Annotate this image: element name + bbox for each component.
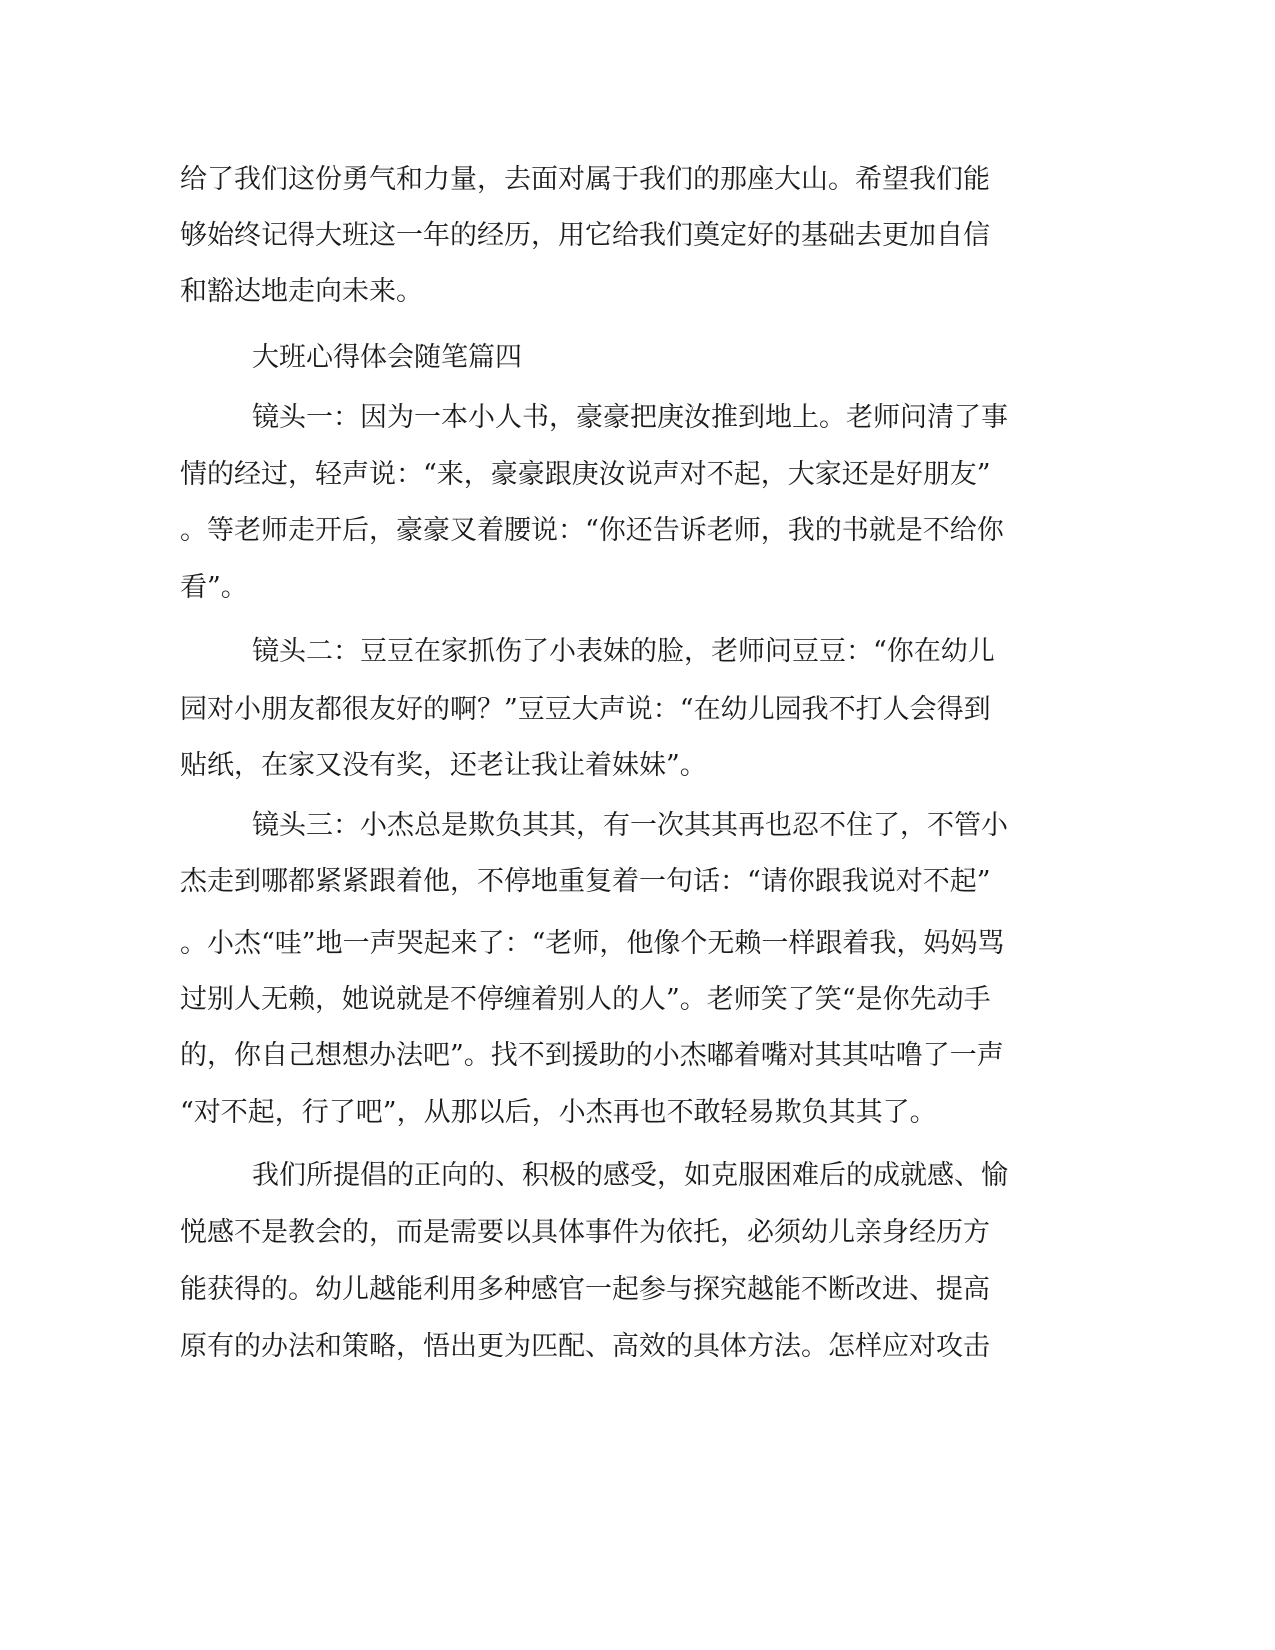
text-line: 镜头一：因为一本小人书，豪豪把庚汝推到地上。老师问清了事 bbox=[252, 402, 1008, 433]
text-line: 情的经过，轻声说：“来，豪豪跟庚汝说声对不起，大家还是好朋友” bbox=[180, 459, 991, 490]
text-line: 镜头三：小杰总是欺负其其，有一次其其再也忍不住了，不管小 bbox=[252, 810, 1008, 841]
text-line: 给了我们这份勇气和力量，去面对属于我们的那座大山。希望我们能 bbox=[180, 164, 990, 195]
text-line: 和豁达地走向未来。 bbox=[180, 276, 423, 307]
text-line: 能获得的。幼儿越能利用多种感官一起参与探究越能不断改进、提高 bbox=[180, 1274, 990, 1305]
text-line: 原有的办法和策略，悟出更为匹配、高效的具体方法。怎样应对攻击 bbox=[180, 1331, 990, 1362]
text-line: 。等老师走开后，豪豪叉着腰说：“你还告诉老师，我的书就是不给你 bbox=[180, 515, 1004, 546]
text-line: 够始终记得大班这一年的经历，用它给我们奠定好的基础去更加自信 bbox=[180, 220, 990, 251]
text-line: 悦感不是教会的，而是需要以具体事件为依托，必须幼儿亲身经历方 bbox=[180, 1217, 990, 1248]
text-line: 的，你自己想想办法吧”。找不到援助的小杰嘟着嘴对其其咕噜了一声 bbox=[180, 1040, 1004, 1071]
text-line: 贴纸，在家又没有奖，还老让我让着妹妹”。 bbox=[180, 750, 707, 781]
text-line: 镜头二：豆豆在家抓伤了小表妹的脸，老师问豆豆：“你在幼儿 bbox=[252, 636, 995, 667]
text-line: 园对小朋友都很友好的啊？”豆豆大声说：“在幼儿园我不打人会得到 bbox=[180, 694, 991, 725]
text-line: 过别人无赖，她说就是不停缠着别人的人”。老师笑了笑“是你先动手 bbox=[180, 984, 991, 1015]
text-line: 我们所提倡的正向的、积极的感受，如克服困难后的成就感、愉 bbox=[252, 1160, 1008, 1191]
text-line: 。小杰“哇”地一声哭起来了：“老师，他像个无赖一样跟着我，妈妈骂 bbox=[180, 928, 1005, 959]
section-heading: 大班心得体会随笔篇四 bbox=[252, 342, 522, 373]
text-line: “对不起，行了吧”，从那以后，小杰再也不敢轻易欺负其其了。 bbox=[180, 1097, 937, 1128]
text-line: 杰走到哪都紧紧跟着他，不停地重复着一句话：“请你跟我说对不起” bbox=[180, 866, 991, 897]
text-line: 看”。 bbox=[180, 572, 248, 603]
